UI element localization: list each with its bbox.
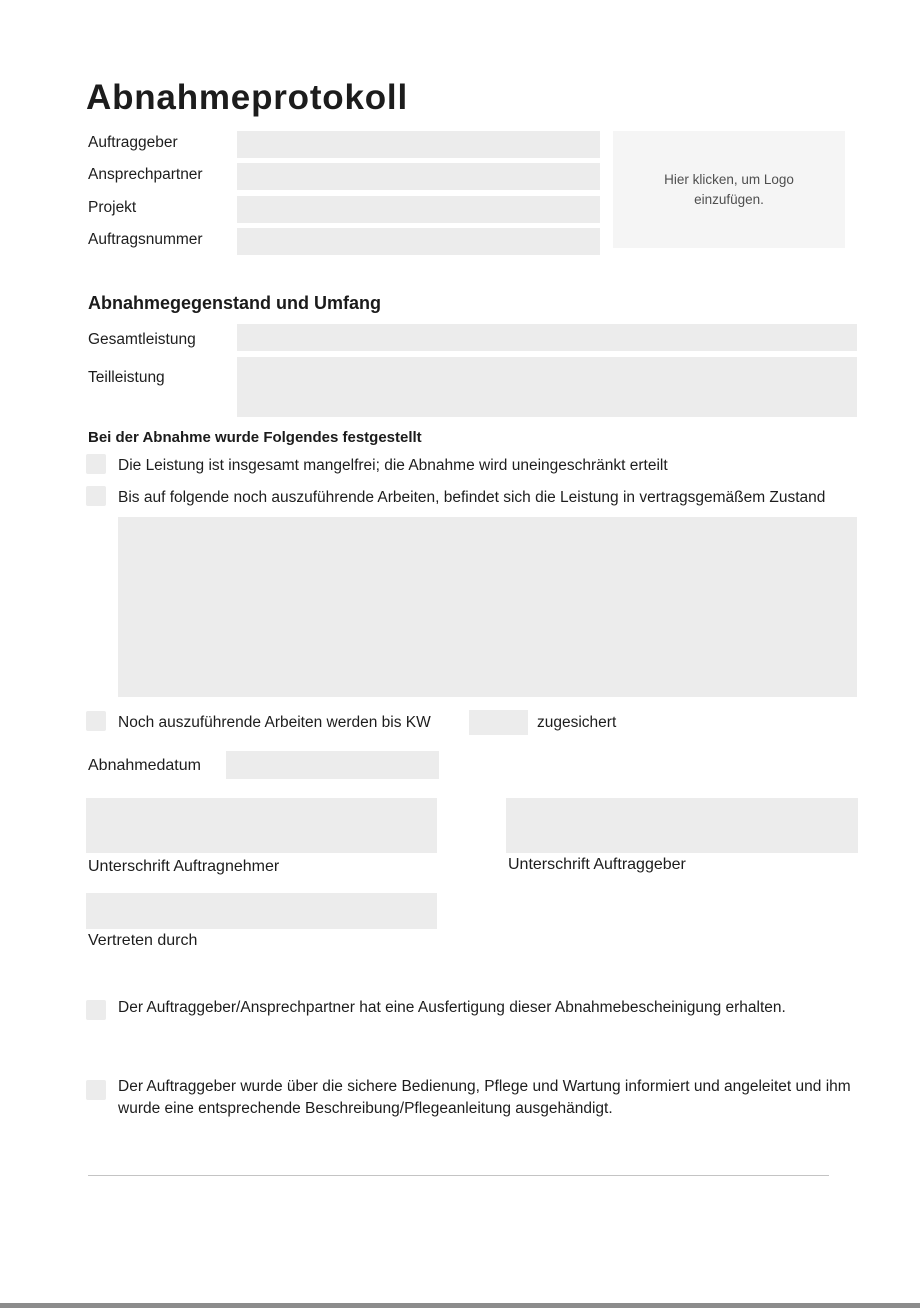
signature-auftragnehmer-label: Unterschrift Auftragnehmer <box>88 858 280 875</box>
findings-heading: Bei der Abnahme wurde Folgendes festgestellt <box>88 429 422 446</box>
checkbox-mangelfrei-label: Die Leistung ist insgesamt mangelfrei; die Abnahme wird uneingeschränkt erteilt <box>118 457 668 474</box>
scope-section-heading: Abnahmegegenstand und Umfang <box>88 293 382 313</box>
remaining-work-notes-textarea[interactable] <box>118 517 857 697</box>
checkbox-vertragsgemaess[interactable] <box>86 486 106 506</box>
checkbox-ausfertigung-erhalten[interactable] <box>86 1000 106 1020</box>
projekt-input[interactable] <box>237 196 600 223</box>
gesamtleistung-input[interactable] <box>237 324 857 351</box>
teilleistung-label: Teilleistung <box>88 369 165 386</box>
signature-auftraggeber-label: Unterschrift Auftraggeber <box>508 856 686 873</box>
kw-text-before: Noch auszuführende Arbeiten werden bis KW <box>118 714 431 731</box>
checkbox-kw-zusicherung[interactable] <box>86 711 106 731</box>
abnahmedatum-label: Abnahmedatum <box>88 757 201 774</box>
auftraggeber-label: Auftraggeber <box>88 134 178 151</box>
footer-divider <box>88 1175 829 1176</box>
checkbox-ausfertigung-erhalten-label: Der Auftraggeber/Ansprechpartner hat eine Ausfertigung dieser Abnahmebescheinigung erhalten. <box>118 999 786 1016</box>
gesamtleistung-label: Gesamtleistung <box>88 331 196 348</box>
checkbox-mangelfrei[interactable] <box>86 454 106 474</box>
checkbox-bedienung-informiert-label: Der Auftraggeber wurde über die sichere Bedienung, Pflege und Wartung informiert und angeleitet und ihm wurde eine entsprechende Beschreibung/Pflegeanleitung ausgehändigt. <box>118 1078 851 1117</box>
abnahmedatum-input[interactable] <box>226 751 439 779</box>
ansprechpartner-label: Ansprechpartner <box>88 166 203 183</box>
kw-number-input[interactable] <box>469 710 528 735</box>
viewport-bottom-edge <box>0 1303 920 1308</box>
page-title: Abnahmeprotokoll <box>86 78 408 117</box>
signature-auftraggeber-field[interactable] <box>506 798 858 853</box>
checkbox-vertragsgemaess-label: Bis auf folgende noch auszuführende Arbeiten, befindet sich die Leistung in vertragsgemäßem Zustand <box>118 489 826 506</box>
projekt-label: Projekt <box>88 199 137 216</box>
auftraggeber-input[interactable] <box>237 131 600 158</box>
vertreten-durch-label: Vertreten durch <box>88 932 198 949</box>
kw-text-after: zugesichert <box>537 714 617 731</box>
auftragsnummer-input[interactable] <box>237 228 600 255</box>
vertreten-durch-field[interactable] <box>86 893 437 929</box>
logo-upload-placeholder[interactable] <box>613 131 845 248</box>
teilleistung-input[interactable] <box>237 357 857 417</box>
auftragsnummer-label: Auftragsnummer <box>88 231 203 248</box>
logo-placeholder-text: Hier klicken, um Logo einzufügen. <box>664 171 794 207</box>
signature-auftragnehmer-field[interactable] <box>86 798 437 853</box>
ansprechpartner-input[interactable] <box>237 163 600 190</box>
checkbox-bedienung-informiert[interactable] <box>86 1080 106 1100</box>
